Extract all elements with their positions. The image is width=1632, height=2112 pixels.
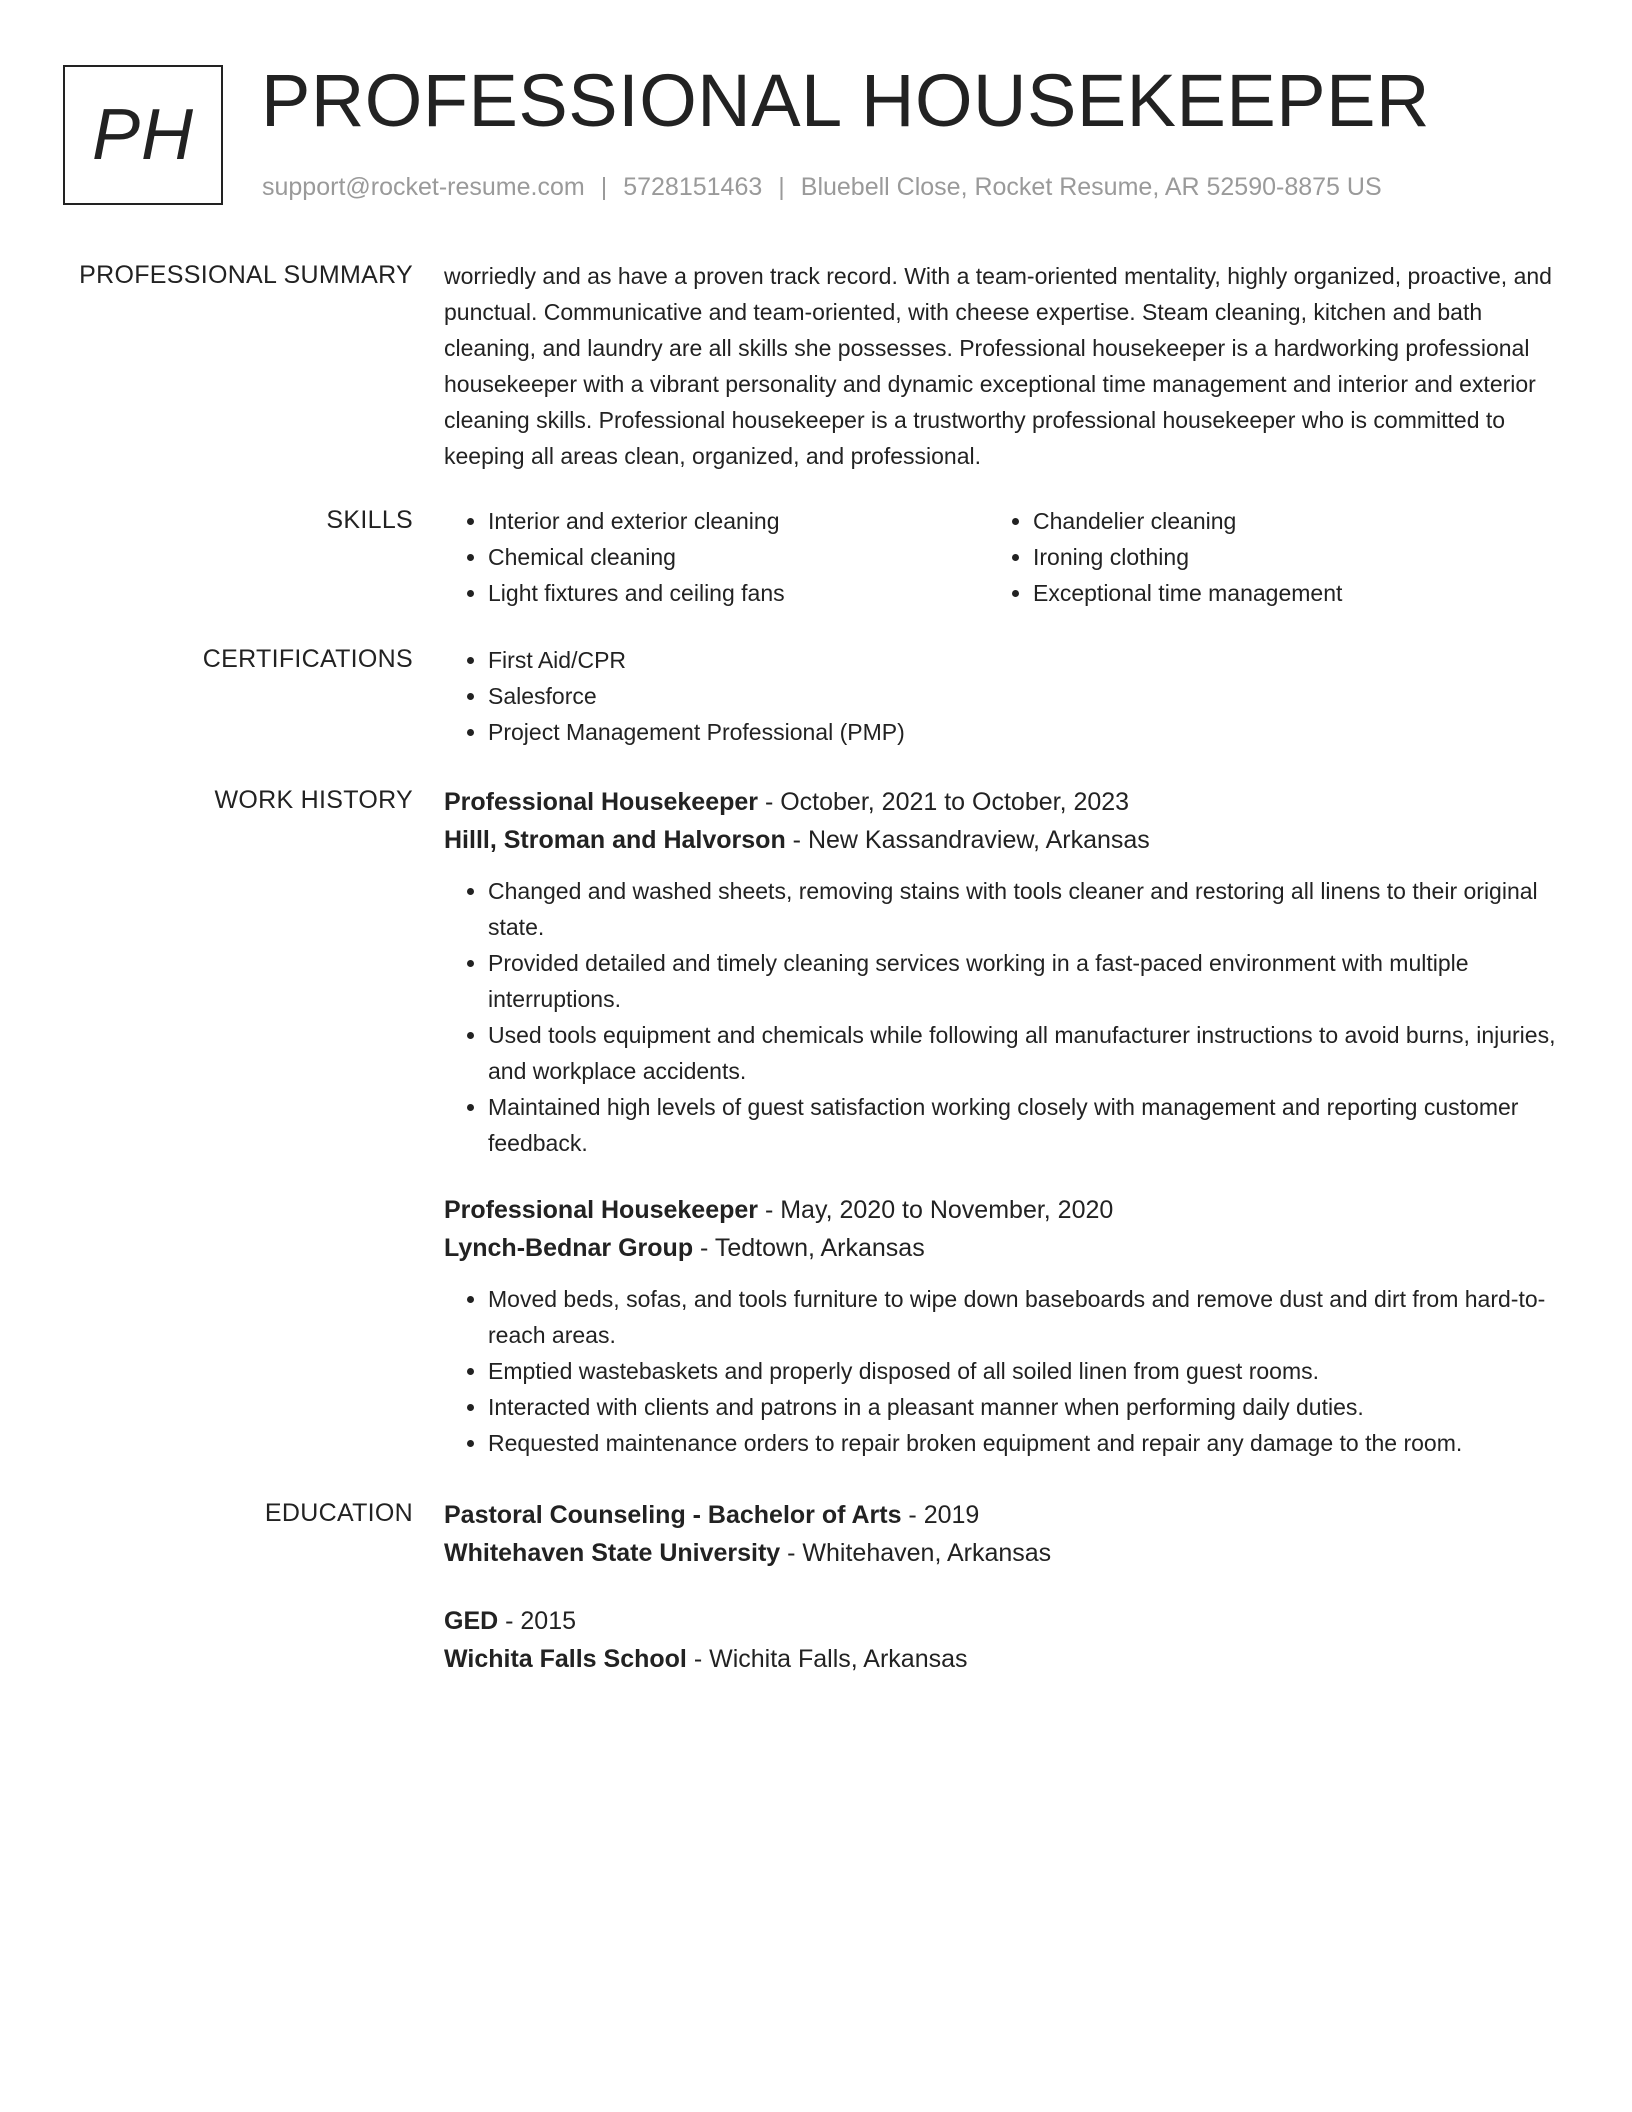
contact-address: Bluebell Close, Rocket Resume, AR 52590-8875 US	[800, 173, 1382, 201]
job-company: Lynch-Bednar Group	[444, 1234, 694, 1262]
contact-phone: 5728151463	[623, 173, 763, 201]
skill-item: • Light fixtures and ceiling fans	[488, 575, 989, 611]
section-label-summary: PROFESSIONAL SUMMARY	[79, 261, 413, 289]
job-bullet: • Emptied wastebaskets and properly disposed of all soiled linen from guest rooms.	[488, 1353, 1559, 1389]
job-company-line	[444, 821, 1559, 859]
skills-list-right	[989, 503, 1534, 611]
skill-item: • Interior and exterior cleaning	[488, 503, 989, 539]
job-entry	[444, 1191, 1559, 1461]
job-title: Professional Housekeeper	[444, 1196, 759, 1224]
certification-item: • Salesforce	[488, 678, 1559, 714]
certification-item: • First Aid/CPR	[488, 642, 1559, 678]
education-location: - Wichita Falls, Arkansas	[686, 1645, 968, 1673]
education-degree: GED	[444, 1607, 499, 1635]
education-entry	[444, 1602, 1559, 1678]
job-bullet: • Moved beds, sofas, and tools furniture to wipe down baseboards and remove dust and dirt from hard-to-reach areas.	[488, 1281, 1559, 1353]
contact-line	[262, 173, 1382, 202]
monogram-box: PH	[63, 65, 223, 205]
skill-item: • Exceptional time management	[1033, 575, 1534, 611]
certification-item: • Project Management Professional (PMP)	[488, 714, 1559, 750]
education-degree: Pastoral Counseling - Bachelor of Arts	[444, 1501, 902, 1529]
education-degree-line	[444, 1602, 1559, 1640]
job-bullets	[444, 1281, 1559, 1461]
education-year: - 2019	[901, 1501, 980, 1529]
education-body	[444, 1496, 1559, 1678]
education-school-line	[444, 1640, 1559, 1678]
certifications-body	[444, 642, 1559, 750]
job-bullet: • Maintained high levels of guest satisfaction working closely with management and reporting customer feedback.	[488, 1089, 1559, 1161]
certifications-list	[444, 642, 1559, 750]
work-history-body	[444, 783, 1559, 1461]
skill-item: • Chemical cleaning	[488, 539, 989, 575]
education-school: Whitehaven State University	[444, 1539, 781, 1567]
job-dates: - May, 2020 to November, 2020	[758, 1196, 1114, 1224]
education-school: Wichita Falls School	[444, 1645, 687, 1673]
skills-list-left	[444, 503, 989, 611]
resume-name: PROFESSIONAL HOUSEKEEPER	[261, 59, 1430, 142]
job-bullet: • Interacted with clients and patrons in a pleasant manner when performing daily duties.	[488, 1389, 1559, 1425]
job-bullets	[444, 873, 1559, 1161]
skills-grid	[444, 503, 1559, 611]
education-location: - Whitehaven, Arkansas	[780, 1539, 1052, 1567]
summary-text: worriedly and as have a proven track record. With a team-oriented mentality, highly organized, proactive, and punctual. Communicative and team-oriented, with cheese expertise. Steam cleaning, kitchen and bath cleaning, and laundry are all skills she possesses. Professional housekeeper is a hardworking professional housekeeper with a vibrant personality and dynamic exceptional time management and interior and exterior cleaning skills. Professional housekeeper is a trustworthy professional housekeeper who is committed to keeping all areas clean, organized, and professional.	[444, 263, 1552, 469]
job-bullet: • Requested maintenance orders to repair broken equipment and repair any damage to the room.	[488, 1425, 1559, 1461]
job-dates: - October, 2021 to October, 2023	[758, 788, 1130, 816]
job-bullet: • Used tools equipment and chemicals while following all manufacturer instructions to avoid burns, injuries, and workplace accidents.	[488, 1017, 1559, 1089]
section-label-certifications: CERTIFICATIONS	[202, 645, 413, 673]
section-label-education: EDUCATION	[264, 1499, 413, 1527]
job-company-line	[444, 1229, 1559, 1267]
job-bullet: • Changed and washed sheets, removing stains with tools cleaner and restoring all linens to their original state.	[488, 873, 1559, 945]
contact-separator: |	[600, 173, 608, 201]
job-location: - Tedtown, Arkansas	[693, 1234, 925, 1262]
job-entry	[444, 783, 1559, 1161]
education-degree-line	[444, 1496, 1559, 1534]
job-title-line	[444, 783, 1559, 821]
job-title-line	[444, 1191, 1559, 1229]
job-location: - New Kassandraview, Arkansas	[785, 826, 1150, 854]
education-year: - 2015	[498, 1607, 577, 1635]
job-title: Professional Housekeeper	[444, 788, 759, 816]
resume-header	[63, 59, 1563, 210]
job-bullet: • Provided detailed and timely cleaning services working in a fast-paced environment with multiple interruptions.	[488, 945, 1559, 1017]
contact-email: support@rocket-resume.com	[262, 173, 585, 201]
education-school-line	[444, 1534, 1559, 1572]
section-label-skills: SKILLS	[326, 506, 413, 534]
job-company: Hilll, Stroman and Halvorson	[444, 826, 786, 854]
skill-item: • Ironing clothing	[1033, 539, 1534, 575]
education-entry	[444, 1496, 1559, 1572]
skill-item: • Chandelier cleaning	[1033, 503, 1534, 539]
section-label-work-history: WORK HISTORY	[214, 786, 413, 814]
contact-separator: |	[778, 173, 785, 201]
